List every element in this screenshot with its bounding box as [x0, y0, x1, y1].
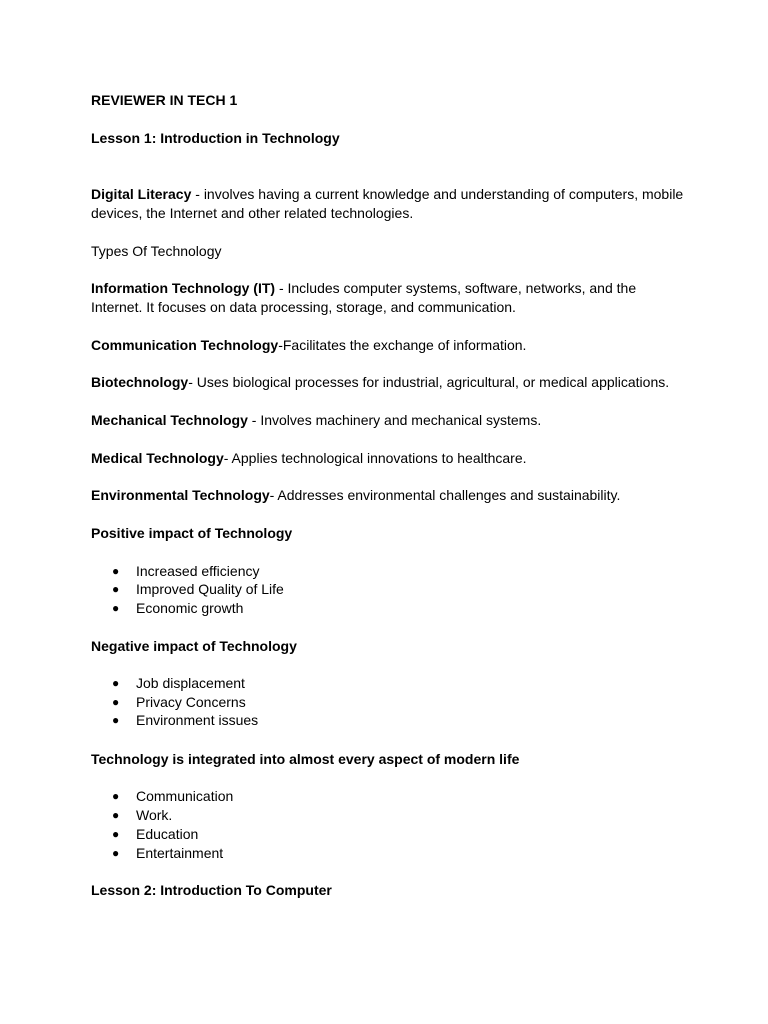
lesson-2-heading: Lesson 2: Introduction To Computer — [91, 882, 332, 898]
list-item — [0, 711, 768, 730]
document-title: REVIEWER IN TECH 1 — [91, 92, 238, 108]
bullet-icon: ● — [112, 713, 120, 727]
biotechnology-term: Biotechnology — [91, 374, 189, 390]
list-item-text: Environment issues — [136, 712, 259, 728]
medical-desc: - Applies technological innovations to healthcare. — [223, 450, 527, 466]
list-item — [0, 787, 768, 806]
it-desc: - Includes computer systems, software, networks, and the — [275, 280, 637, 296]
bullet-icon: ● — [112, 695, 120, 709]
bullet-icon: ● — [112, 582, 120, 596]
bullet-icon: ● — [112, 676, 120, 690]
list-item-text: Job displacement — [136, 675, 245, 691]
it-line-1 — [91, 279, 691, 298]
digital-literacy-term: Digital Literacy — [91, 186, 192, 202]
list-item-text: Economic growth — [136, 600, 244, 616]
mechanical-desc: - Involves machinery and mechanical systems. — [247, 412, 542, 428]
list-item-text: Privacy Concerns — [136, 694, 246, 710]
communication-term: Communication Technology — [91, 337, 279, 353]
it-term: Information Technology (IT) — [91, 280, 276, 296]
list-item-text: Improved Quality of Life — [136, 581, 284, 597]
it-line-2: Internet. It focuses on data processing, storage, and communication. — [91, 299, 516, 315]
digital-literacy-desc: - involves having a current knowledge and understanding of computers, mobile — [191, 186, 684, 202]
list-item — [0, 599, 768, 618]
medical-technology — [91, 449, 691, 468]
bullet-icon: ● — [112, 564, 120, 578]
list-item — [0, 844, 768, 863]
negative-impact-heading: Negative impact of Technology — [91, 638, 297, 654]
list-item-text: Work. — [136, 807, 173, 823]
lesson-1-heading: Lesson 1: Introduction in Technology — [91, 130, 340, 146]
list-item — [0, 580, 768, 599]
list-item — [0, 674, 768, 693]
list-item-text: Increased efficiency — [136, 563, 260, 579]
communication-technology — [91, 336, 691, 355]
list-item — [0, 806, 768, 825]
digital-literacy-line-2: devices, the Internet and other related technologies. — [91, 205, 414, 221]
positive-impact-heading: Positive impact of Technology — [91, 525, 293, 541]
environmental-technology — [91, 486, 691, 505]
list-item-text: Education — [136, 826, 199, 842]
communication-desc: -Facilitates the exchange of information. — [278, 337, 527, 353]
bullet-icon: ● — [112, 601, 120, 615]
mechanical-technology — [91, 411, 691, 430]
bullet-icon: ● — [112, 827, 120, 841]
list-item — [0, 693, 768, 712]
list-item — [0, 825, 768, 844]
biotechnology-desc: - Uses biological processes for industrial, agricultural, or medical applications. — [188, 374, 670, 390]
digital-literacy-line-1 — [91, 185, 691, 204]
biotechnology — [91, 373, 691, 392]
bullet-icon: ● — [112, 846, 120, 860]
environmental-term: Environmental Technology — [91, 487, 270, 503]
bullet-icon: ● — [112, 789, 120, 803]
mechanical-term: Mechanical Technology — [91, 412, 248, 428]
medical-term: Medical Technology — [91, 450, 224, 466]
list-item-text: Entertainment — [136, 845, 224, 861]
environmental-desc: - Addresses environmental challenges and sustainability. — [269, 487, 621, 503]
integrated-heading: Technology is integrated into almost every aspect of modern life — [91, 751, 520, 767]
list-item — [0, 562, 768, 581]
types-of-technology-heading: Types Of Technology — [91, 243, 222, 259]
list-item-text: Communication — [136, 788, 234, 804]
bullet-icon: ● — [112, 808, 120, 822]
